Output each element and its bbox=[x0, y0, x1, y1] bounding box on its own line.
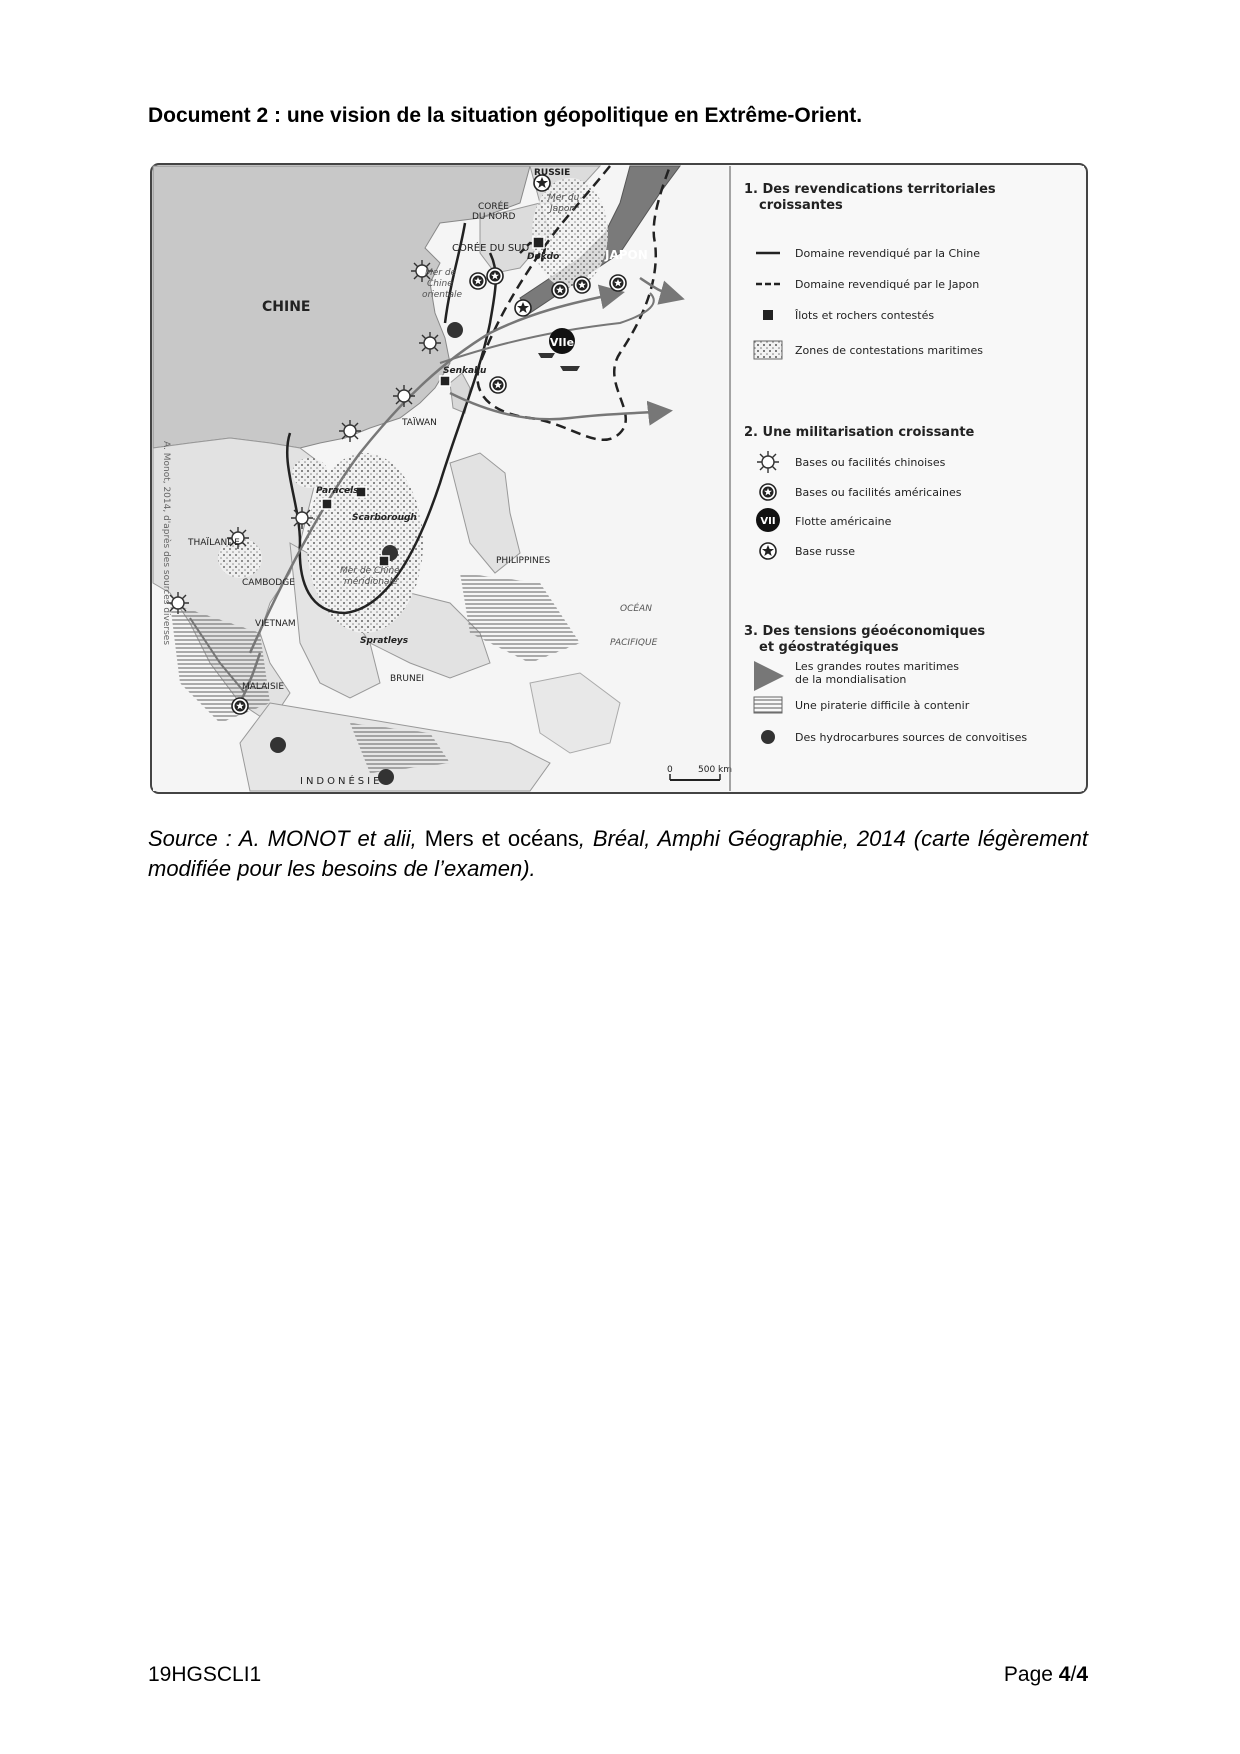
label-taiwan: TAÏWAN bbox=[402, 418, 437, 428]
label-cambodia: CAMBODGE bbox=[242, 578, 295, 588]
label-senkaku: Senkaku bbox=[443, 366, 487, 376]
label-north-korea-2: DU NORD bbox=[472, 212, 516, 222]
legend-section2-title: 2. Une militarisation croissante bbox=[744, 425, 975, 440]
legend-chinese-bases: Bases ou facilités chinoises bbox=[795, 456, 946, 469]
label-vietnam: VIETNAM bbox=[255, 619, 296, 629]
legend-section3-title-2: et géostratégiques bbox=[759, 640, 899, 655]
document-title: Document 2 : une vision de la situation géopolitique en Extrême-Orient. bbox=[148, 104, 863, 127]
map-credit: A. Monot, 2014, d'après des sources diverses bbox=[161, 440, 171, 646]
label-south-china-sea-2: méridionale bbox=[344, 577, 398, 587]
label-malaysia: MALAISIE bbox=[242, 682, 285, 692]
svg-text:0: 0 bbox=[667, 765, 673, 775]
label-paracels: Paracels bbox=[316, 486, 359, 496]
russian-base-2 bbox=[515, 300, 531, 316]
label-dokdo: Dokdo bbox=[527, 252, 560, 262]
label-ocean-1: OCÉAN bbox=[620, 604, 652, 614]
page-number: Page 4/4 bbox=[1003, 1663, 1088, 1686]
label-russia: RUSSIE bbox=[534, 168, 571, 178]
legend-fleet: Flotte américaine bbox=[795, 515, 892, 528]
legend-maritime-zones: Zones de contestations maritimes bbox=[795, 344, 984, 357]
label-sea-japan-1: Mer du bbox=[548, 193, 580, 203]
label-sea-japan-2: Japon bbox=[550, 204, 576, 214]
legend-routes-1: Les grandes routes maritimes bbox=[795, 660, 960, 673]
legend-china-claim: Domaine revendiqué par la Chine bbox=[795, 247, 980, 260]
label-thailand: THAÏLANDE bbox=[188, 538, 240, 548]
label-east-china-sea-3: orientale bbox=[422, 290, 463, 300]
legend-hydrocarbons: Des hydrocarbures sources de convoitises bbox=[795, 731, 1028, 744]
label-east-china-sea-2: Chine bbox=[427, 279, 453, 289]
document-code: 19HGSCLI1 bbox=[148, 1663, 262, 1686]
legend-japan-claim: Domaine revendiqué par le Japon bbox=[795, 278, 980, 291]
label-philippines: PHILIPPINES bbox=[496, 556, 551, 566]
legend-section3-title-1: 3. Des tensions géoéconomiques bbox=[744, 624, 986, 639]
label-scarborough: Scarborough bbox=[352, 513, 417, 523]
map-legend bbox=[730, 166, 1084, 791]
svg-text:VIIe: VIIe bbox=[549, 336, 575, 349]
legend-routes-2: de la mondialisation bbox=[795, 673, 907, 686]
label-east-china-sea-1: Mer de bbox=[425, 268, 457, 278]
source-part-3: , Bréal, Amphi Géographie, 2014 (carte légèrement modifiée pour les besoins de l’examen). bbox=[148, 826, 1088, 881]
label-south-korea: CORÉE DU SUD bbox=[452, 243, 530, 254]
label-indonesia: INDONÉSIE bbox=[300, 776, 383, 787]
label-brunei: BRUNEI bbox=[390, 674, 425, 684]
legend-russian-base: Base russe bbox=[795, 545, 856, 558]
geopolitical-map bbox=[150, 163, 1088, 794]
label-south-china-sea-1: Mer de Chine bbox=[340, 566, 400, 576]
legend-piracy: Une piraterie difficile à contenir bbox=[795, 699, 970, 712]
label-japan: JAPON bbox=[605, 248, 648, 262]
label-north-korea-1: CORÉE bbox=[478, 202, 509, 212]
legend-fleet-symbol: VII bbox=[760, 516, 776, 527]
svg-text:500 km: 500 km bbox=[698, 765, 733, 775]
source-part-1: Source : A. MONOT et alii, bbox=[148, 826, 425, 851]
label-ocean-2: PACIFIQUE bbox=[610, 638, 658, 648]
source-citation bbox=[148, 824, 1088, 884]
source-book-title: Mers et océans bbox=[424, 826, 579, 851]
label-spratleys: Spratleys bbox=[360, 636, 409, 646]
legend-section1-title-1: 1. Des revendications territoriales bbox=[744, 182, 996, 197]
label-china: CHINE bbox=[262, 299, 311, 315]
legend-islets: Îlots et rochers contestés bbox=[795, 309, 935, 322]
legend-american-bases: Bases ou facilités américaines bbox=[795, 486, 962, 499]
zone-paracels bbox=[292, 458, 328, 488]
legend-section1-title-2: croissantes bbox=[759, 198, 843, 213]
